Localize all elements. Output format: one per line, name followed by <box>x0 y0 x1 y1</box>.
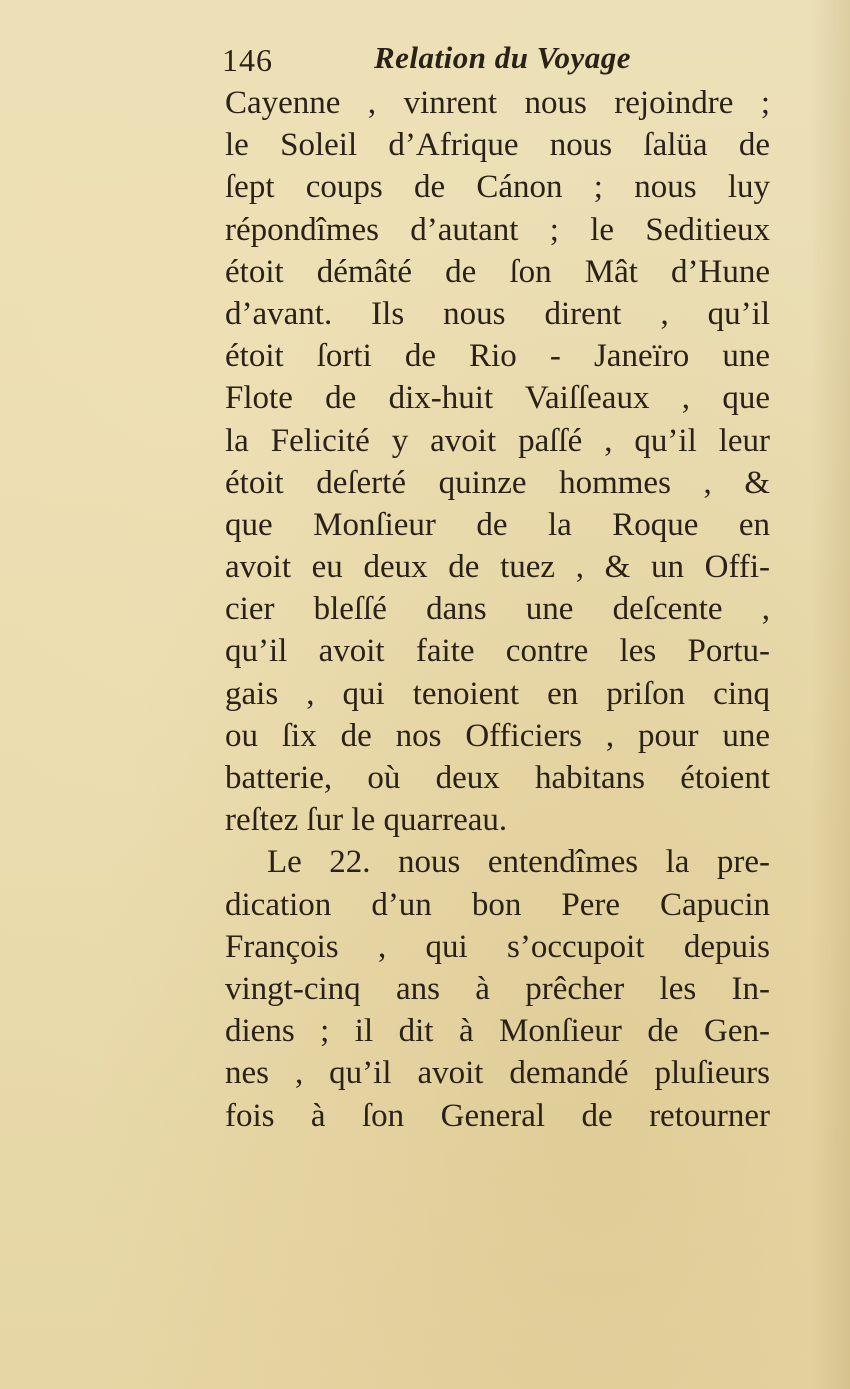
text-line: étoit ſorti de Rio - Janeïro une <box>225 338 770 375</box>
page-header <box>222 38 742 88</box>
text-line: vingt-cinq ans à prêcher les In- <box>225 970 770 1007</box>
text-line: nes , qu’il avoit demandé pluſieurs <box>225 1055 770 1092</box>
text-line: d’avant. Ils nous dirent , qu’il <box>225 295 770 332</box>
text-line: François , qui s’occupoit depuis <box>225 928 770 965</box>
text-line: ou ſix de nos Officiers , pour une <box>225 717 770 754</box>
text-line: batterie, où deux habitans étoient <box>225 760 770 796</box>
text-line: gais , qui tenoient en priſon cinq <box>225 675 770 712</box>
text-line: fois à ſon General de retourner <box>225 1097 770 1134</box>
text-line: reſtez ſur le quarreau. <box>225 802 508 839</box>
text-line: cier bleſſé dans une deſcente , <box>225 591 770 628</box>
text-line: Le 22. nous entendîmes la pre- <box>267 844 770 881</box>
text-line: que Monſieur de la Roque en <box>225 506 770 543</box>
text-line: avoit eu deux de tuez , & un Offi- <box>225 549 770 586</box>
text-line: la Felicité y avoit paſſé , qu’il leur <box>225 422 770 459</box>
page-number: 146 <box>222 42 273 78</box>
page-edge-shadow <box>810 0 850 1389</box>
text-line: le Soleil d’Afrique nous ſalüa de <box>225 127 770 164</box>
text-line: dication d’un bon Pere Capucin <box>225 886 770 923</box>
text-line: diens ; il dit à Monſieur de Gen- <box>225 1013 770 1050</box>
text-line: qu’il avoit faite contre les Portu- <box>225 633 770 670</box>
text-line: ſept coups de Cánon ; nous luy <box>225 169 770 206</box>
text-line: étoit deſerté quinze hommes , & <box>225 464 770 501</box>
text-line: Cayenne , vinrent nous rejoindre ; <box>225 85 770 121</box>
text-line: répondîmes d’autant ; le Seditieux <box>225 211 770 248</box>
text-line: étoit démâté de ſon Mât d’Hune <box>225 253 770 290</box>
text-line: Flote de dix-huit Vaiſſeaux , que <box>225 380 770 417</box>
body-text <box>225 82 770 1137</box>
running-title: Relation du Voyage <box>374 40 632 75</box>
